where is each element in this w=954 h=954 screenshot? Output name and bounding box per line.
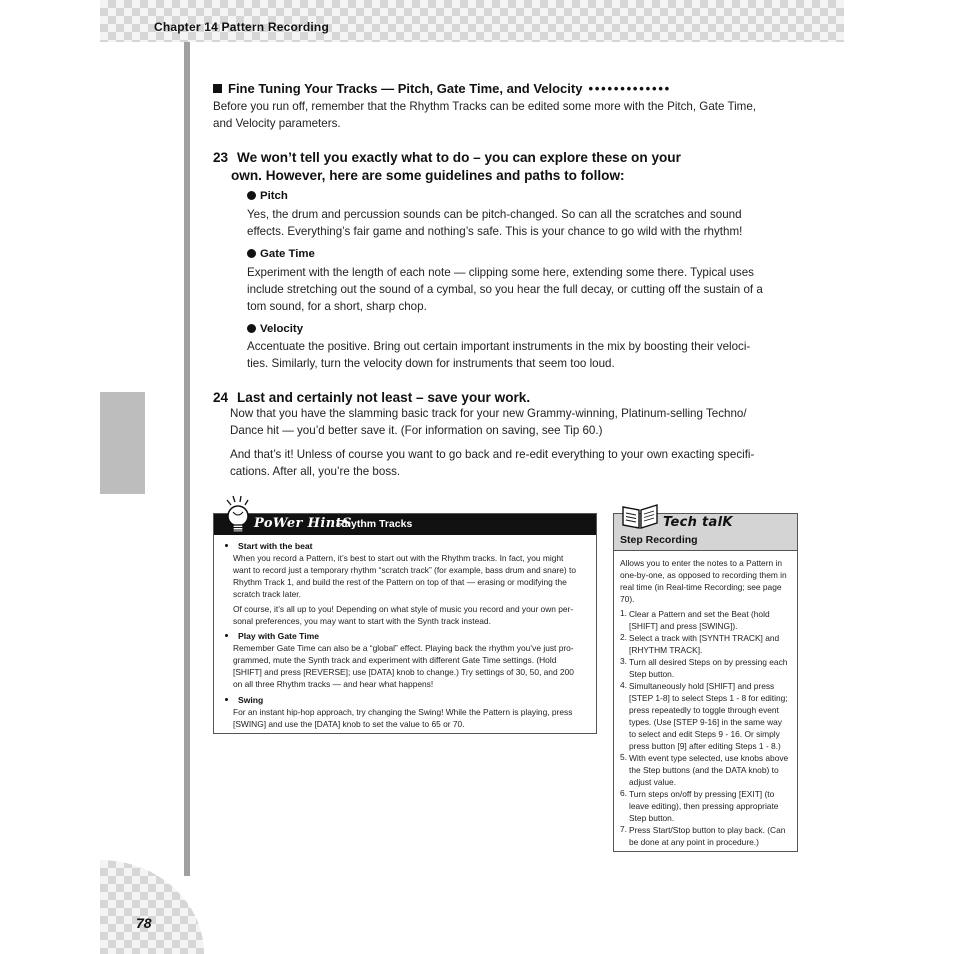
page-number: 78	[136, 915, 152, 931]
bullet-icon	[225, 698, 228, 701]
chapter-side-tab	[100, 392, 145, 494]
hint-text: Rhythm Track 1, and build the rest of the Pattern on top of that — erasing or modifying the	[233, 577, 567, 587]
section-heading	[213, 81, 671, 96]
tech-talk-step-text: [SHIFT] and press [SWING]).	[629, 621, 738, 631]
step-24-text: And that’s it! Unless of course you want to go back and re-edit everything to your own exacting specifi-	[230, 448, 755, 461]
guideline-title: Pitch	[247, 190, 288, 202]
tech-talk-step-text: Turn all desired Steps on by pressing each	[629, 657, 788, 667]
tech-talk-step-text: Step button.	[629, 669, 675, 679]
step-24-text: Dance hit — you’d better save it. (For information on saving, see Tip 60.)	[230, 424, 603, 437]
tech-talk-step-text: With event type selected, use knobs above	[629, 753, 789, 763]
tech-talk-step-text: [RHYTHM TRACK].	[629, 645, 703, 655]
power-hints-title: Rhythm Tracks	[337, 518, 413, 530]
tech-talk-step-text: Simultaneously hold [SHIFT] and press	[629, 681, 775, 691]
tech-talk-step-text: adjust value.	[629, 777, 677, 787]
tech-talk-step-text: types. (Use [STEP 9-16] in the same way	[629, 717, 782, 727]
tech-talk-title: Step Recording	[620, 534, 698, 546]
tech-talk-step-text: leave editing), then pressing appropriate	[629, 801, 779, 811]
hint-text: grammed, mute the Synth track and experiment with different Gate Time settings. (Hold	[233, 655, 557, 665]
hint-text: Remember Gate Time can also be a “global” effect. Playing back the rhythm you’ve just pro-	[233, 643, 574, 653]
tech-talk-step-text: Press Start/Stop button to play back. (Can	[629, 825, 786, 835]
tech-talk-step-text: press button [9] after editing Steps 1 - 8.)	[629, 741, 781, 751]
step-24-text: Now that you have the slamming basic track for your new Grammy-winning, Platinum-selling Techno/	[230, 407, 747, 420]
chapter-label: Chapter 14 Pattern Recording	[154, 20, 329, 34]
tech-talk-step-text: press repeatedly to toggle through event	[629, 705, 779, 715]
power-hints-box	[213, 513, 597, 734]
step-number: 7.	[620, 824, 627, 834]
tech-talk-step-text: to select and edit Steps 9 - 16. Or simply	[629, 729, 780, 739]
tech-talk-step-text: the Step buttons (and the DATA knob) to	[629, 765, 779, 775]
tech-talk-text: one-by-one, as opposed to recording them in	[620, 570, 787, 580]
step-number: 5.	[620, 752, 627, 762]
hint-text: [SWING] and use the [DATA] knob to set the value to 65 or 70.	[233, 719, 465, 729]
guideline-title: Velocity	[247, 323, 303, 335]
hint-title: Swing	[225, 695, 263, 705]
guideline-text: Yes, the drum and percussion sounds can be pitch-changed. So can all the scratches and sound	[247, 208, 742, 221]
step-number: 6.	[620, 788, 627, 798]
tech-talk-step-text: Step button.	[629, 813, 675, 823]
tech-talk-logo: Tech talK	[663, 515, 733, 530]
lightbulb-icon	[221, 492, 257, 536]
hint-text: sonal preferences, you may want to start with the Synth track instead.	[233, 616, 491, 626]
tech-talk-text: 70).	[620, 594, 635, 604]
step-number: 3.	[620, 656, 627, 666]
guideline-text: Experiment with the length of each note — clipping some here, extending some there. Typical uses	[247, 266, 754, 279]
guideline-text: tom sound, for a short, sharp chop.	[247, 300, 427, 313]
tech-talk-box	[613, 513, 798, 852]
step-23-heading-cont: own. However, here are some guidelines and paths to follow:	[231, 168, 625, 183]
leader-dots: •••••••••••••	[588, 81, 672, 96]
hint-title: Play with Gate Time	[225, 631, 319, 641]
step-number: 23	[213, 150, 229, 165]
step-number: 2.	[620, 632, 627, 642]
tech-talk-step-text: be done at any point in procedure.)	[629, 837, 759, 847]
bullet-icon	[247, 324, 256, 333]
guideline-title: Gate Time	[247, 248, 315, 260]
bullet-icon	[225, 544, 228, 547]
hint-title: Start with the beat	[225, 541, 313, 551]
bullet-icon	[247, 191, 256, 200]
bullet-icon	[247, 249, 256, 258]
hint-text: For an instant hip-hop approach, try changing the Swing! While the Pattern is playing, press	[233, 707, 573, 717]
power-hints-title-bar	[214, 514, 596, 535]
section-intro-line: Before you run off, remember that the Rhythm Tracks can be edited some more with the Pitch, Gate Time,	[213, 100, 757, 113]
hint-text: on all three Rhythm tracks — and hear what happens!	[233, 679, 434, 689]
square-bullet-icon	[213, 84, 222, 93]
hint-text: scratch track later.	[233, 589, 301, 599]
tech-talk-text: real time (in Real-time Recording; see page	[620, 582, 782, 592]
tech-talk-step-text: Clear a Pattern and set the Beat (hold	[629, 609, 770, 619]
hint-text: Of course, it’s all up to you! Depending on what style of music you record and your own per-	[233, 604, 574, 614]
tech-talk-step-text: Turn steps on/off by pressing [EXIT] (to	[629, 789, 775, 799]
step-23-heading: 23 We won’t tell you exactly what to do – you can explore these on your	[213, 150, 681, 165]
step-number: 4.	[620, 680, 627, 690]
section-intro-line: and Velocity parameters.	[213, 117, 341, 130]
guideline-text: ties. Similarly, turn the velocity down for instruments that seem too loud.	[247, 357, 615, 370]
hint-text: [SHIFT] and press [REVERSE]; use [DATA] knob to change.) Try settings of 30, 50, and 200	[233, 667, 574, 677]
guideline-text: effects. Everything’s fair game and nothing’s safe. This is your chance to go wild with the rhythm!	[247, 225, 743, 238]
guideline-text: Accentuate the positive. Bring out certain important instruments in the mix by boosting their veloci-	[247, 340, 751, 353]
bullet-icon	[225, 634, 228, 637]
step-24-text: cations. After all, you’re the boss.	[230, 465, 401, 478]
guideline-text: include stretching out the sound of a cymbal, so you hear the full decay, or cutting off the sustain of a	[247, 283, 763, 296]
left-margin-rule	[184, 42, 190, 876]
step-number: 24	[213, 390, 229, 405]
tech-talk-step-text: Select a track with [SYNTH TRACK] and	[629, 633, 780, 643]
step-24-heading: 24 Last and certainly not least – save your work.	[213, 390, 531, 405]
open-book-icon	[621, 503, 659, 530]
tech-talk-text: Allows you to enter the notes to a Pattern in	[620, 558, 783, 568]
hint-text: When you record a Pattern, it’s best to start out with the Rhythm tracks. In fact, you might	[233, 553, 564, 563]
tech-talk-step-text: [STEP 1-8] to select Steps 1 - 8 for editing;	[629, 693, 788, 703]
power-hints-logo: PoWer HintS	[254, 516, 352, 531]
section-title: Fine Tuning Your Tracks — Pitch, Gate Time, and Velocity	[228, 81, 583, 96]
step-number: 1.	[620, 608, 627, 618]
hint-text: want to record just a temporary rhythm “scratch track” (for example, bass drum and snare) to	[233, 565, 577, 575]
